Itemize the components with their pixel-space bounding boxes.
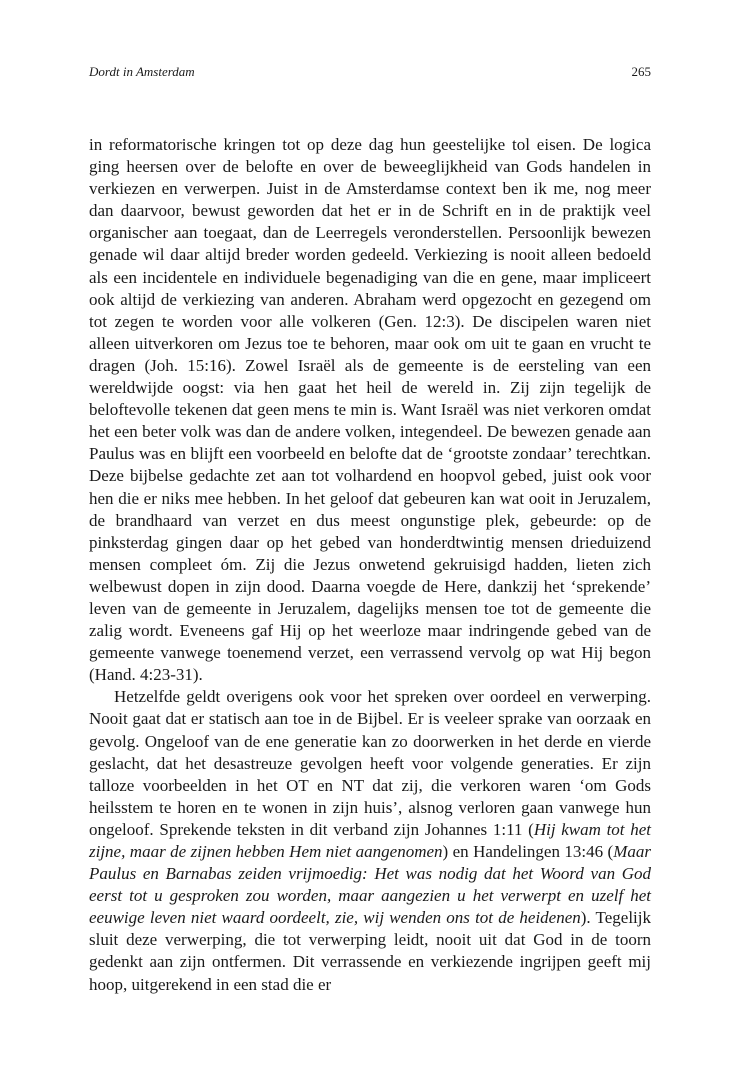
paragraph-text: ). Tegelijk sluit deze verwerping, die tot verwerping leidt, nooit uit dat God in de toorn gedenkt aan zijn ontfermen. Dit verrassende en verkiezende ingrijpen geeft mij hoop, uitgerekend in een stad die er — [89, 908, 651, 994]
paragraph-text: ) en Handelingen 13:46 ( — [442, 842, 614, 861]
italic-quote: Hij kwam tot het zijne, maar de zijnen hebben Hem niet aangenomen — [89, 819, 651, 861]
body-paragraph — [89, 134, 651, 686]
running-head — [89, 64, 651, 80]
running-head-title: Dordt in Amsterdam — [89, 64, 195, 79]
italic-quote: Maar Paulus en Barnabas zeiden vrijmoedig: Het was nodig dat het Woord van God eerst tot u gesproken zou worden, maar aangezien u het verwerpt en uzelf het eeuwige leven niet waard oordeelt, zie, wij wenden ons tot de heidenen — [89, 842, 651, 928]
body-paragraph — [89, 686, 651, 995]
page-body — [89, 134, 651, 996]
paragraph-text: Hetzelfde geldt overigens ook voor het spreken over oordeel en verwerping. Nooit gaat dat er statisch aan toe in de Bijbel. Er is veeleer sprake van oorzaak en gevolg. Ongeloof van de ene generatie kan zo doorwerken in het derde en vierde geslacht, dat het desastreuze gevolgen heeft voor volgende generaties. Er zijn talloze voorbeelden in het OT en NT dat zij, die verkoren waren ‘om Gods heilsstem te horen en te wonen in zijn huis’, alsnog verloren gaan vanwege hun ongeloof. Sprekende teksten in dit verband zijn Johannes 1:11 ( — [89, 687, 651, 839]
paragraph-text: in reformatorische kringen tot op deze dag hun geestelijke tol eisen. De logica ging heersen over de belofte en over de beweeglijkheid van Gods handelen in verkiezen en verwerpen. Juist in de Amsterdamse context ben ik me, nog meer dan daarvoor, bewust geworden dat het er in de Schrift en in de praktijk veel organischer aan toegaat, dan de Leerregels veronderstellen. Persoonlijk bewezen genade wil daar altijd breder worden gedeeld. Verkiezing is nooit alleen bedoeld als een incidentele en individuele begenadiging van die en gene, maar impliceert ook altijd de verkiezing van anderen. Abraham werd opgezocht en gezegend om tot zegen te worden voor alle volkeren (Gen. 12:3). De discipelen waren niet alleen uitverkoren om Jezus toe te behoren, maar ook om uit te gaan en vrucht te dragen (Joh. 15:16). Zowel Israël als de gemeente is de eersteling van een wereldwijde oogst: via hen gaat het heil de wereld in. Zij zijn tegelijk de beloftevolle tekenen dat geen mens te min is. Want Israël was niet verkoren omdat het een beter volk was dan de andere volken, integendeel. De bewezen genade aan Paulus was en blijft een voorbeeld en belofte dat de ‘grootste zondaar’ terechtkan. Deze bijbelse gedachte zet aan tot volhardend en hoopvol gebed, juist ook voor hen die er niks mee hebben. In het geloof dat gebeuren kan wat ooit in Jeruzalem, de brandhaard van verzet en dus meest ongunstige plek, gebeurde: op de pinksterdag gingen daar op het gebed van honderdtwintig mensen drieduizend mensen compleet óm. Zij die Jezus onwetend gekruisigd hadden, lieten zich welbewust dopen in zijn dood. Daarna voegde de Here, dankzij het ‘sprekende’ leven van de gemeente in Jeruzalem, dagelijks mensen toe tot de gemeente die zalig wordt. Eveneens gaf Hij op het weerloze maar indringende gebed van de gemeente vanwege toenemend verzet, een verrassend vervolg op wat Hij begon (Hand. 4:23-31). — [89, 135, 651, 685]
page-number: 265 — [631, 64, 651, 79]
